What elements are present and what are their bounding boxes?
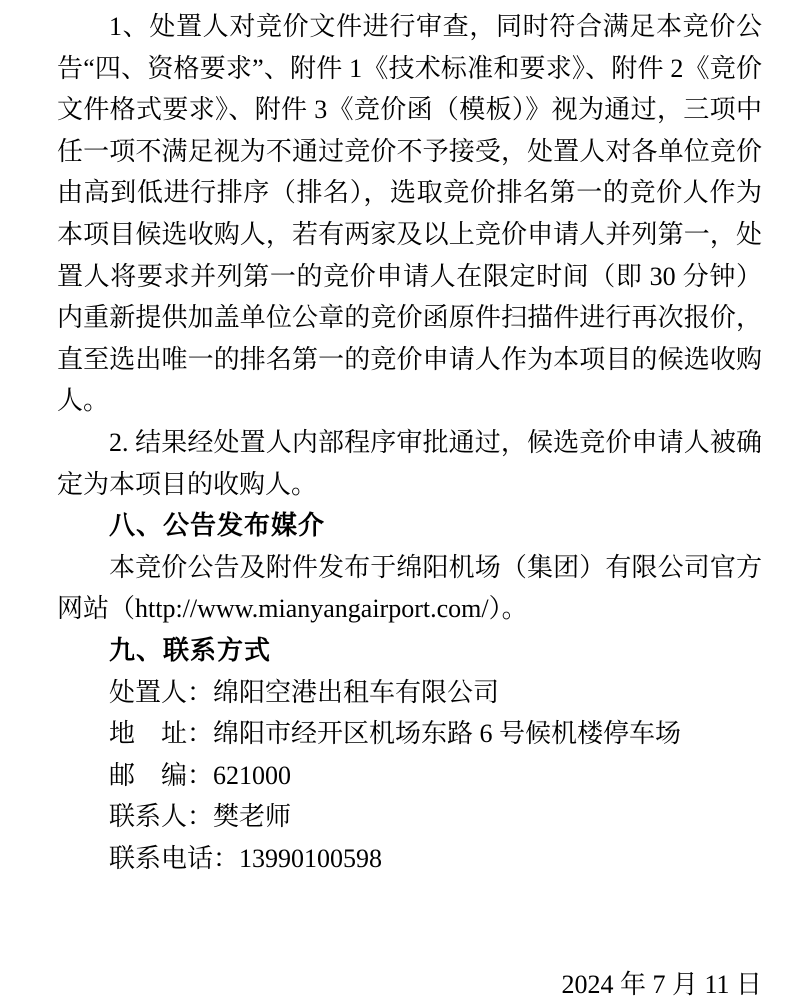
contact-line-postcode: 邮 编：621000 — [109, 760, 292, 790]
section-heading-announcement-media: 八、公告发布媒介 — [109, 510, 326, 541]
paragraph-announcement-media: 本竞价公告及附件发布于绵阳机场（集团）有限公司官方网站（http://www.mianyangairport.com/）。 — [57, 552, 762, 624]
paragraph-result-approval: 2. 结果经处置人内部程序审批通过，候选竞价申请人被确定为本项目的收购人。 — [57, 427, 762, 499]
document-date: 2024 年 7 月 11 日 — [561, 970, 762, 1000]
contact-line-person: 联系人：樊老师 — [109, 802, 292, 832]
section-heading-contact-info: 九、联系方式 — [109, 634, 272, 665]
contact-line-address: 地 址：绵阳市经开区机场东路 6 号候机楼停车场 — [109, 719, 682, 749]
paragraph-bid-review: 1、处置人对竞价文件进行审查，同时符合满足本竞价公告“四、资格要求”、附件 1《技术标准和要求》、附件 2《竞价文件格式要求》、附件 3《竞价函（模板）》视为通过，三项中任一项不满足视为不通过竞价不予接受，处置人对各单位竞价由高到低进行排序（排名），选取竞价排名第一的竞价人作为本项目候选收购人，若有两家及以上竞价申请人并列第一，处置人将要求并列第一的竞价申请人在限定时间（即 30 分钟）内重新提供加盖单位公章的竞价函原件扫描件进行再次报价，直至选出唯一的排名第一的竞价申请人作为本项目的候选收购人。 — [57, 12, 762, 416]
contact-line-disposer: 处置人：绵阳空港出租车有限公司 — [109, 677, 500, 707]
contact-line-phone: 联系电话：13990100598 — [109, 843, 383, 873]
